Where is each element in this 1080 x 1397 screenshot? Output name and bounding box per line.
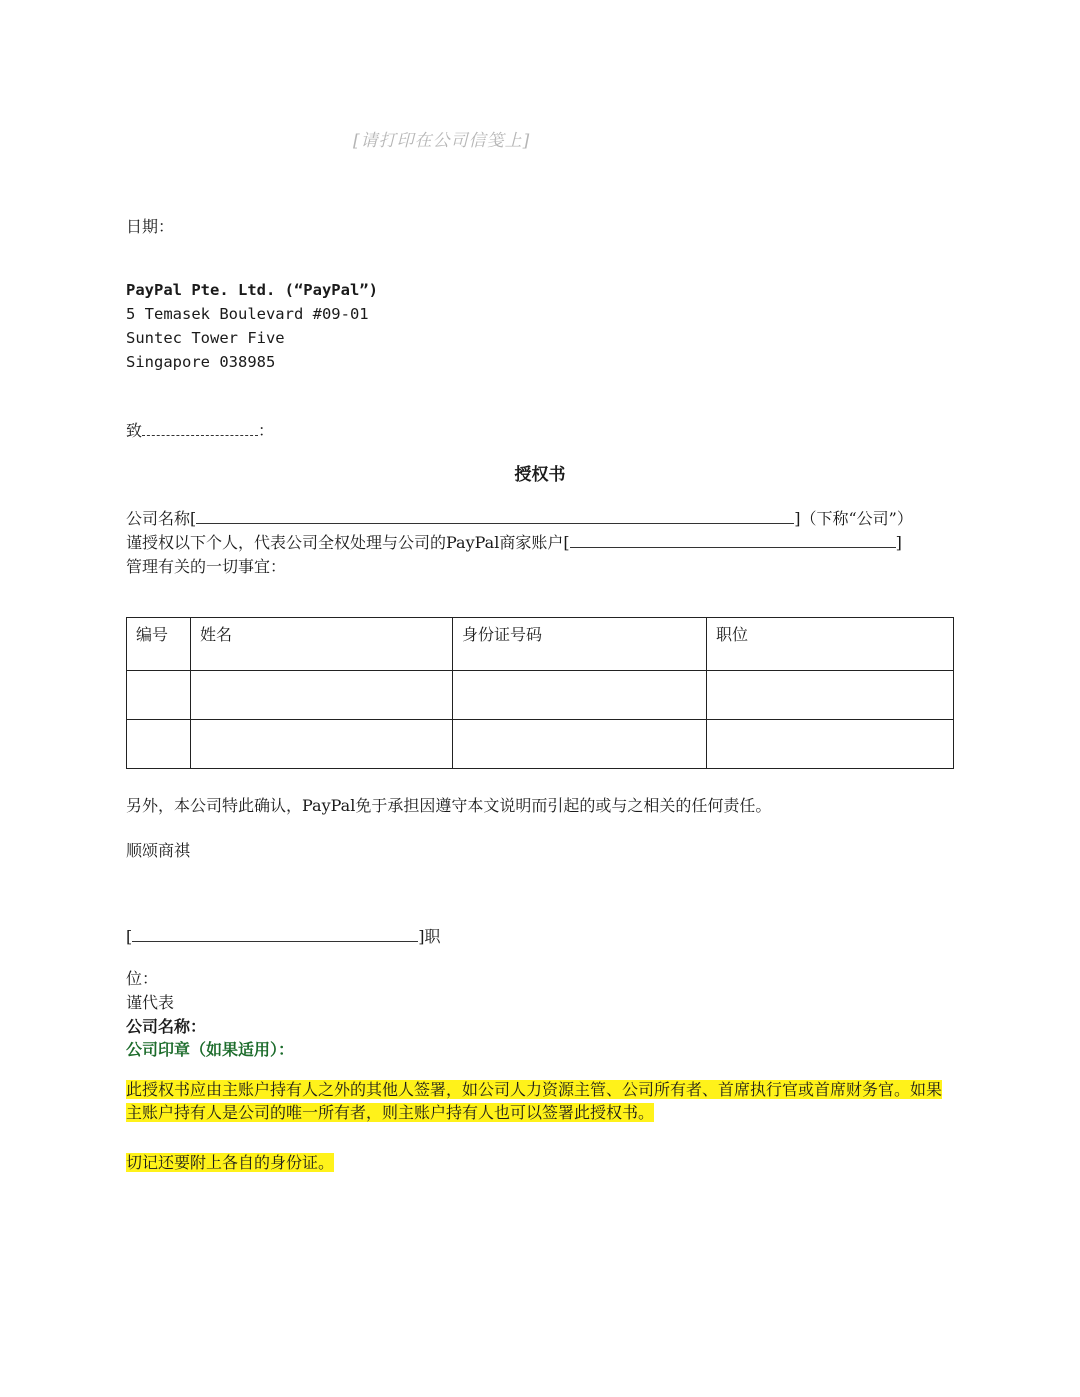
table-cell[interactable] — [453, 720, 707, 769]
company-name-line — [126, 506, 913, 529]
signer-note-text: 此授权书应由主账户持有人之外的其他人签署，如公司人力资源主管、公司所有者、首席执行官或首席财务官。如果主账户持有人是公司的唯一所有者，则主账户持有人也可以签署此授权书。 — [126, 1080, 943, 1122]
authorize-suffix: ] — [895, 533, 902, 552]
to-line — [126, 418, 274, 441]
signature-bracket-close: ]职 — [418, 927, 441, 946]
position-label: 位： — [126, 969, 159, 988]
to-blank[interactable] — [142, 421, 258, 436]
header-name: 姓名 — [191, 618, 453, 671]
company-name-blank[interactable] — [196, 509, 794, 524]
table-cell[interactable] — [707, 671, 954, 720]
address-line-building: Suntec Tower Five — [126, 329, 285, 347]
company-name-prefix: 公司名称[ — [126, 509, 197, 528]
company-seal-label: 公司印章（如果适用）： — [126, 1040, 295, 1059]
table-cell[interactable] — [707, 720, 954, 769]
table-row — [127, 720, 954, 769]
authorize-line-3: 管理有关的一切事宜： — [126, 557, 287, 576]
signature-bracket-open: [ — [126, 927, 133, 946]
table-header-row — [127, 618, 954, 671]
header-position: 职位 — [707, 618, 954, 671]
closing-text: 顺颂商祺 — [126, 841, 191, 860]
document-title: 授权书 — [514, 465, 566, 485]
to-label: 致 — [126, 421, 143, 440]
on-behalf-label: 谨代表 — [126, 993, 175, 1012]
signature-blank[interactable] — [132, 927, 418, 942]
merchant-account-blank[interactable] — [570, 533, 896, 548]
authorize-line — [126, 530, 902, 553]
table-cell[interactable] — [191, 671, 453, 720]
signer-note — [126, 1078, 946, 1124]
table-row — [127, 671, 954, 720]
signature-line — [126, 924, 441, 947]
table-cell[interactable] — [453, 671, 707, 720]
address-line-street: 5 Temasek Boulevard #09-01 — [126, 305, 369, 323]
header-id-number: 身份证号码 — [453, 618, 707, 671]
table-cell[interactable] — [191, 720, 453, 769]
letterhead-note: [请打印在公司信笺上] — [353, 131, 531, 151]
address-line-company: PayPal Pte. Ltd. (“PayPal”) — [126, 281, 378, 299]
id-note-text: 切记还要附上各自的身份证。 — [126, 1153, 335, 1172]
to-suffix: ： — [258, 421, 275, 440]
company-name-suffix: ]（下称“公司”） — [794, 509, 913, 528]
table-cell[interactable] — [127, 671, 191, 720]
authorize-prefix: 谨授权以下个人，代表公司全权处理与公司的PayPal商家账户[ — [126, 533, 570, 552]
id-note — [126, 1150, 334, 1173]
authorized-persons-table — [126, 617, 954, 769]
date-label: 日期： — [126, 217, 175, 236]
confirmation-text: 另外，本公司特此确认，PayPal免于承担因遵守本文说明而引起的或与之相关的任何责任。 — [126, 796, 772, 815]
header-number: 编号 — [127, 618, 191, 671]
table-cell[interactable] — [127, 720, 191, 769]
company-name-label: 公司名称： — [126, 1017, 207, 1036]
address-line-city: Singapore 038985 — [126, 353, 276, 371]
